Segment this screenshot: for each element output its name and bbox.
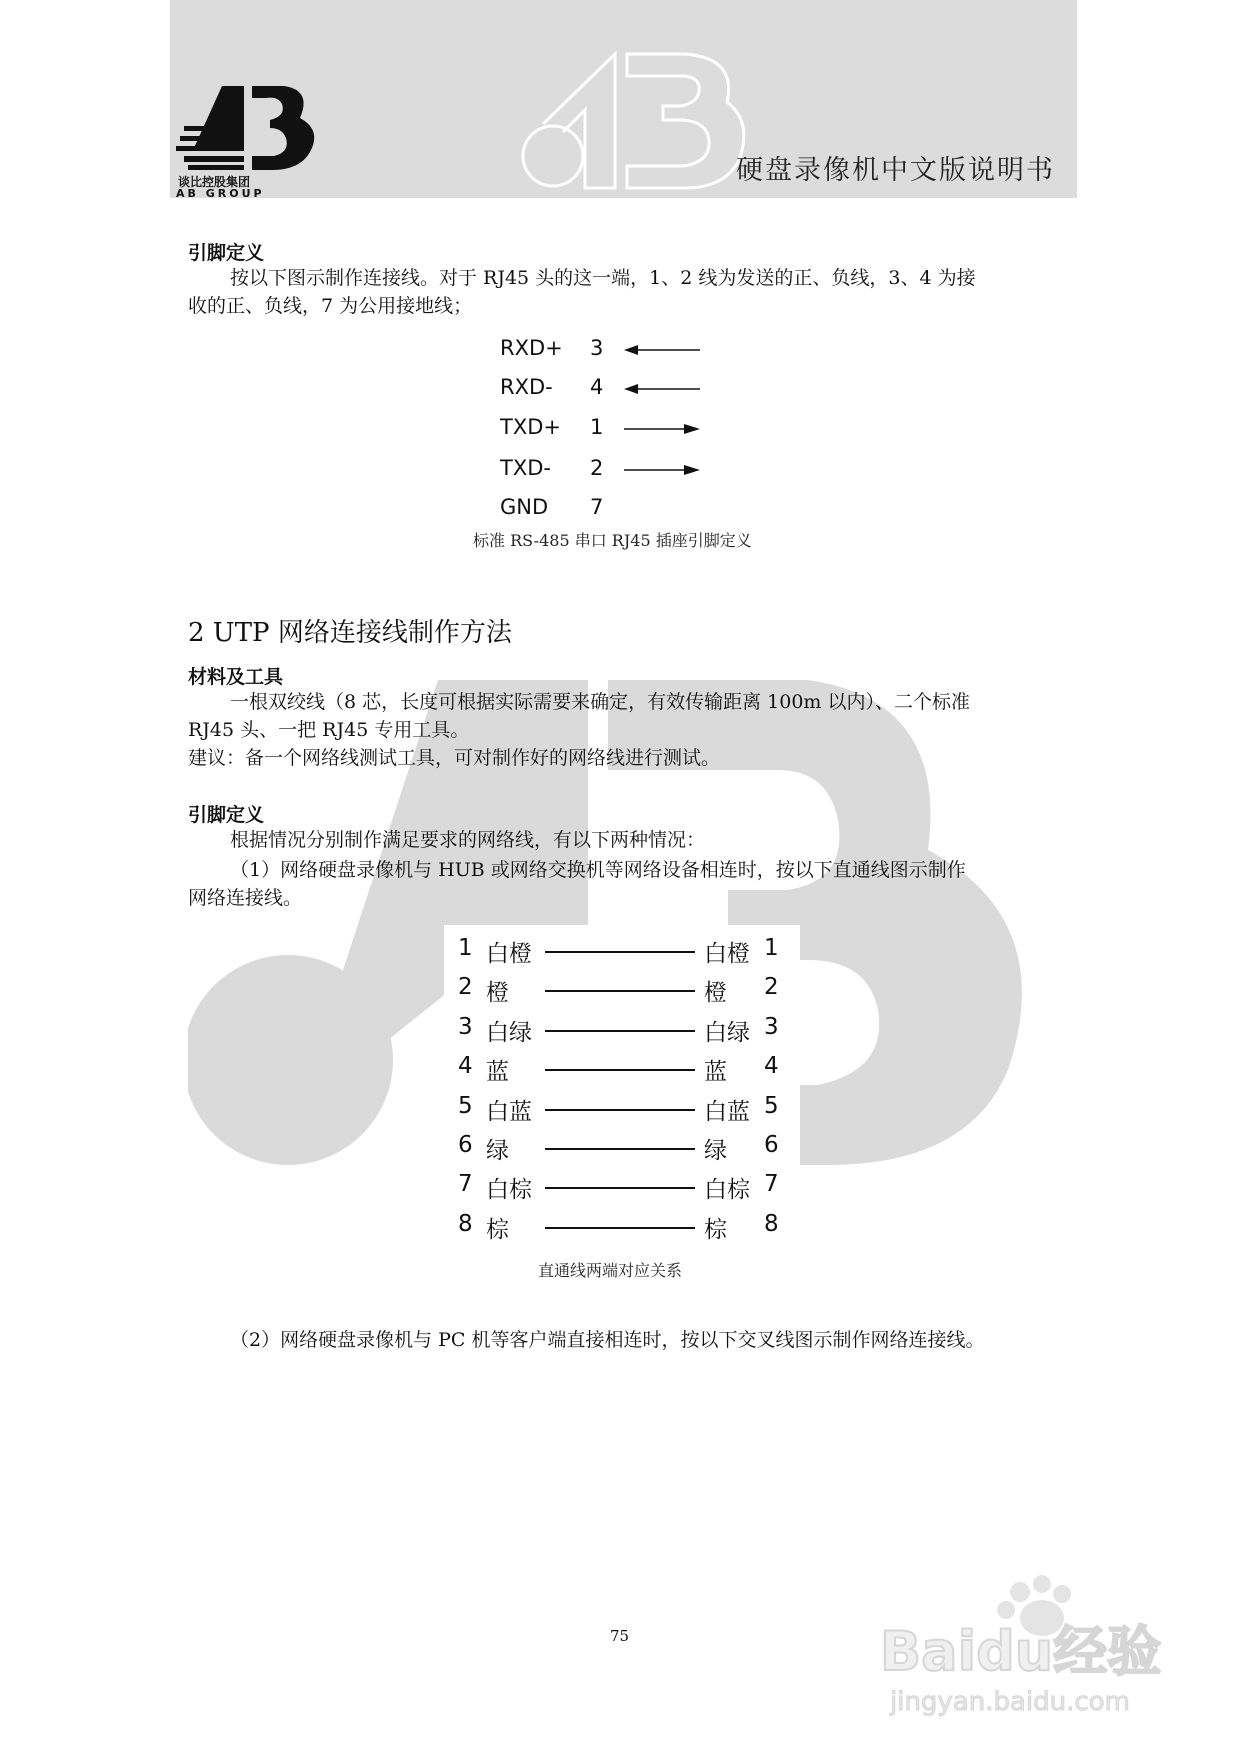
wire-line (545, 990, 695, 992)
wire-left-color: 蓝 (486, 1059, 509, 1086)
wire-left-number: 8 (458, 1210, 473, 1237)
pin-signal: RXD- (500, 375, 553, 399)
wire-right-color: 白棕 (704, 1177, 750, 1204)
wire-right-number: 1 (764, 935, 779, 961)
wire-row (444, 1053, 800, 1089)
materials-line1: 一根双绞线（8 芯，长度可根据实际需要来确定，有效传输距离 100m 以内）、二个标准 (230, 691, 970, 713)
wire-line (545, 1227, 695, 1229)
materials-line2: RJ45 头、一把 RJ45 专用工具。 (188, 719, 470, 741)
svg-text:jingyan.baidu.com: jingyan.baidu.com (890, 1687, 1130, 1717)
svg-text:谈比控股集团: 谈比控股集团 (178, 175, 251, 189)
pin-paragraph-line1: 按以下图示制作连接线。对于 RJ45 头的这一端，1、2 线为发送的正、负线，3、4 为接 (230, 267, 976, 289)
wire-line (545, 1148, 695, 1150)
wire-left-color: 白橙 (486, 941, 532, 967)
wire-right-color: 橙 (704, 980, 727, 1007)
wire-left-number: 4 (458, 1053, 473, 1080)
pin-signal: TXD- (500, 456, 551, 480)
wire-row (444, 1014, 800, 1050)
arrow-left-icon (622, 381, 702, 397)
wire-row (444, 974, 800, 1010)
wire-left-number: 6 (458, 1132, 473, 1158)
wire-line (545, 951, 695, 953)
suggestion-text: 建议：备一个网络线测试工具，可对制作好的网络线进行测试。 (188, 747, 721, 769)
arrow-left-icon (622, 342, 702, 358)
pin-number: 7 (590, 495, 604, 519)
pin-number: 2 (590, 456, 604, 480)
ab-group-logo (174, 78, 324, 198)
wire-right-color: 绿 (704, 1138, 727, 1164)
case1-line2: 网络连接线。 (188, 887, 303, 909)
svg-text:Baidu经验: Baidu经验 (880, 1620, 1162, 1683)
wire-right-number: 6 (764, 1132, 779, 1158)
pin-signal: TXD+ (500, 415, 561, 439)
wire-right-number: 3 (764, 1013, 779, 1040)
pin-signal: RXD+ (500, 336, 563, 360)
wire-right-number: 8 (764, 1210, 779, 1237)
pin-definition-heading: 引脚定义 (188, 242, 265, 264)
wire-left-number: 1 (458, 935, 473, 961)
pin-number: 4 (590, 375, 604, 399)
wire-row (444, 1211, 800, 1247)
wire-left-color: 白蓝 (486, 1098, 532, 1125)
wire-right-color: 白绿 (704, 1019, 750, 1046)
wire-left-color: 绿 (486, 1138, 509, 1164)
manual-title: 硬盘录像机中文版说明书 (736, 155, 1055, 186)
wire-left-color: 棕 (486, 1216, 509, 1243)
svg-text:AB GROUP: AB GROUP (176, 187, 265, 198)
wire-right-number: 2 (764, 974, 779, 1001)
wire-left-color: 白棕 (486, 1177, 532, 1204)
page-number: 75 (610, 1627, 630, 1645)
wire-left-color: 橙 (486, 980, 509, 1007)
case1-line1: （1）网络硬盘录像机与 HUB 或网络交换机等网络设备相连时，按以下直通线图示制作 (230, 859, 966, 881)
wire-left-color: 白绿 (486, 1019, 532, 1046)
wire-line (545, 1187, 695, 1189)
wire-right-number: 5 (764, 1092, 779, 1119)
wire-left-number: 5 (458, 1092, 473, 1119)
straight-cable-caption: 直通线两端对应关系 (538, 1261, 683, 1280)
utp-section-title: 2 UTP 网络连接线制作方法 (188, 618, 512, 648)
pin-paragraph-line2: 收的正、负线，7 为公用接地线； (188, 295, 473, 317)
wire-line (545, 1109, 695, 1111)
wire-right-color: 蓝 (704, 1059, 727, 1086)
rs485-caption: 标准 RS-485 串口 RJ45 插座引脚定义 (473, 531, 752, 550)
arrow-right-icon (622, 421, 702, 437)
wire-line (545, 1030, 695, 1032)
utp-intro: 根据情况分别制作满足要求的网络线，有以下两种情况： (230, 829, 706, 851)
wire-left-number: 2 (458, 974, 473, 1001)
wire-left-number: 7 (458, 1171, 473, 1198)
pin-signal: GND (500, 495, 549, 519)
wire-row (444, 935, 800, 971)
materials-heading: 材料及工具 (188, 666, 284, 688)
baidu-jingyan-watermark (870, 1570, 1170, 1720)
case2-text: （2）网络硬盘录像机与 PC 机等客户端直接相连时，按以下交叉线图示制作网络连接线。 (230, 1329, 985, 1351)
wire-right-number: 4 (764, 1053, 779, 1080)
arrow-right-icon (622, 462, 702, 478)
wire-left-number: 3 (458, 1013, 473, 1040)
wire-row (444, 1093, 800, 1129)
wire-right-color: 棕 (704, 1216, 727, 1243)
ab-outline-logo (515, 48, 755, 198)
wire-row (444, 1132, 800, 1168)
straight-cable-table (444, 925, 800, 1243)
wire-right-color: 白蓝 (704, 1098, 750, 1125)
utp-pin-heading: 引脚定义 (188, 804, 265, 826)
wire-right-color: 白橙 (704, 941, 750, 967)
wire-line (545, 1069, 695, 1071)
pin-number: 1 (590, 415, 604, 439)
pin-number: 3 (590, 336, 604, 360)
wire-row (444, 1171, 800, 1207)
wire-right-number: 7 (764, 1171, 779, 1198)
page-header (170, 0, 1077, 198)
